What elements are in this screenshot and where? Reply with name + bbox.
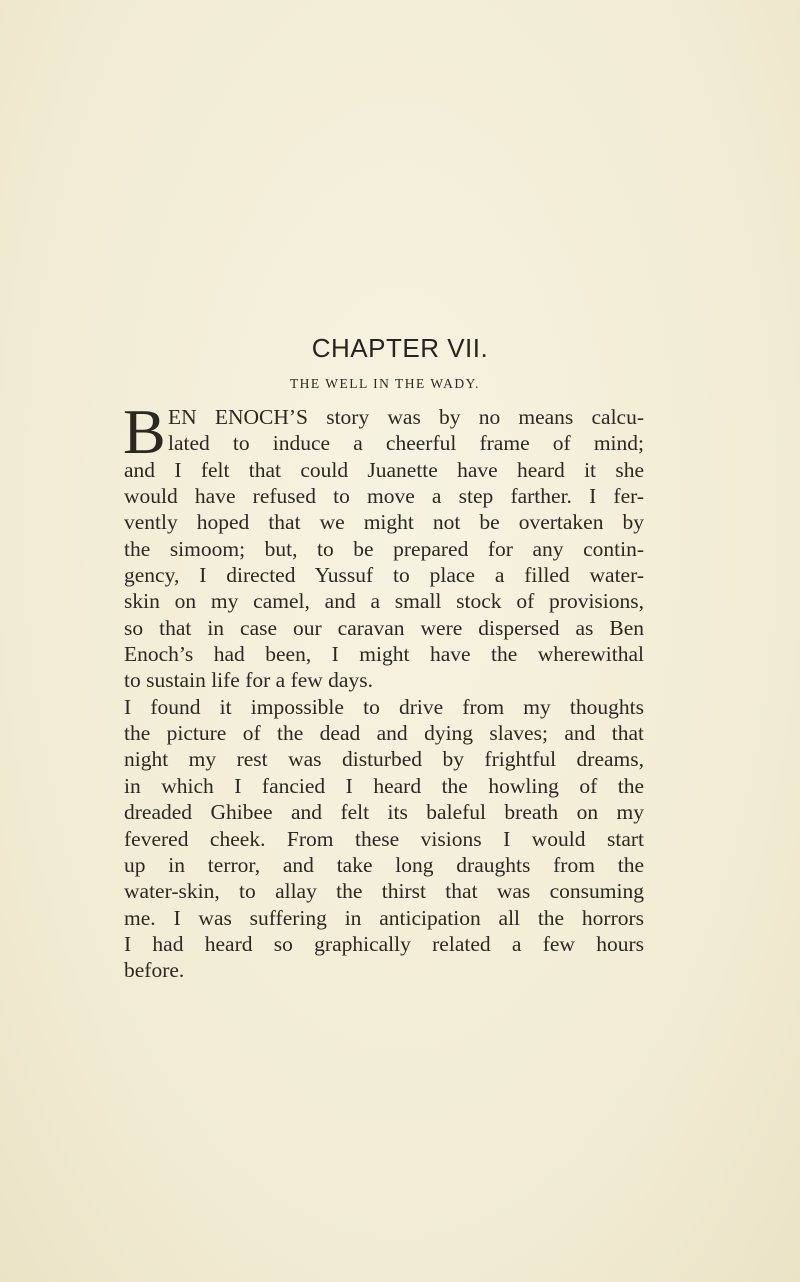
text-line: to sustain life for a few days. [124,668,373,693]
text-line: so that in case our caravan were dispersed as Ben [124,615,644,640]
text-line: vently hoped that we might not be overtaken by [124,510,644,535]
paragraph-2 [124,694,644,984]
text-line: I found it impossible to drive from my thoughts [124,694,644,719]
text-line: the picture of the dead and dying slaves; and that [124,721,644,746]
text-line: the simoom; but, to be prepared for any contin- [124,536,644,561]
chapter-subtitle: THE WELL IN THE WADY. [289,376,481,391]
paragraph-1 [123,396,644,694]
text-line: EN ENOCH’S story was by no means calcu- [168,405,644,429]
text-line: I had heard so graphically related a few hours [124,931,644,956]
text-line: night my rest was disturbed by frightful dreams, [124,747,644,772]
text-line: Enoch’s had been, I might have the wherewithal [124,642,644,667]
text-line: would have refused to move a step farther. I fer- [124,484,644,509]
text-line: before. [124,958,185,983]
text-line: water-skin, to allay the thirst that was consuming [124,879,644,904]
text-line: up in terror, and take long draughts from the [124,852,644,877]
chapter-body [123,396,644,984]
text-line: gency, I directed Yussuf to place a filled water- [124,563,644,588]
chapter-title: CHAPTER VII. [311,333,489,363]
text-line: lated to induce a cheerful frame of mind; [168,431,644,456]
text-line: in which I fancied I heard the howling of the [124,773,644,798]
text-line: skin on my camel, and a small stock of provisions, [124,589,644,614]
text-line: and I felt that could Juanette have heard it she [124,457,644,482]
text-line: me. I was suffering in anticipation all the horrors [124,905,644,930]
text-line: fevered cheek. From these visions I would start [124,826,644,851]
drop-cap: B [123,396,166,467]
text-line: dreaded Ghibee and felt its baleful breath on my [124,800,644,825]
